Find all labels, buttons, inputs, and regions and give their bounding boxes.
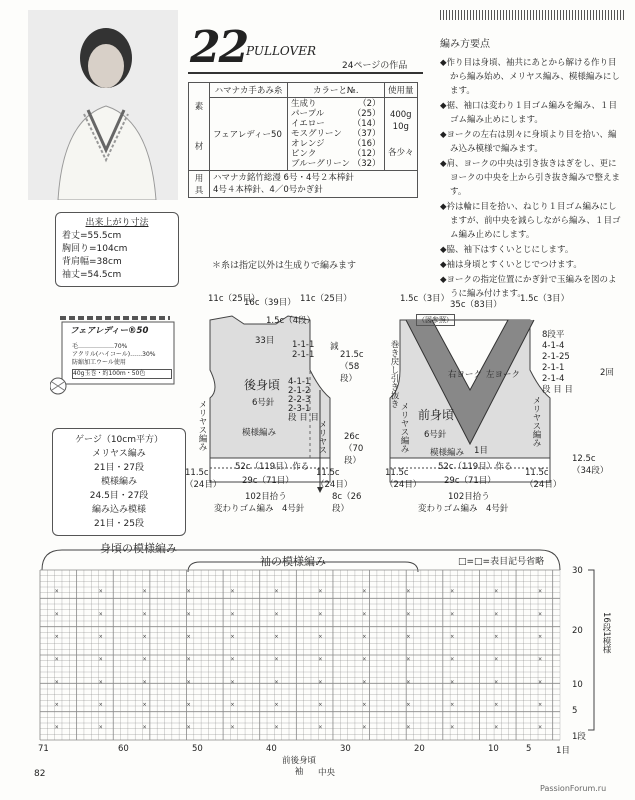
size-box: 出来上がり寸法 着丈=55.5cm 胸回り=104cm 背肩幅=38cm 袖丈=54.5cm xyxy=(55,212,179,287)
svg-text:×: × xyxy=(318,611,323,618)
svg-text:×: × xyxy=(98,702,103,708)
label-brand: フェアレディー®50 xyxy=(70,326,149,336)
svg-text:×: × xyxy=(494,634,499,640)
back-title: 後身頃 xyxy=(244,378,281,392)
svg-text:×: × xyxy=(54,611,59,618)
x-tick: 60 xyxy=(118,744,129,754)
svg-text:×: × xyxy=(54,588,59,595)
color-item: オレンジ （16） xyxy=(291,139,381,149)
svg-text:×: × xyxy=(450,634,455,640)
instruction-step: ◆袖は身頃とすくいとじでつけます。 xyxy=(440,260,582,270)
svg-text:×: × xyxy=(186,724,191,731)
svg-text:×: × xyxy=(362,702,367,708)
color-item: ブルーグリーン （32） xyxy=(291,159,381,169)
instruction-step: ◆裾、袖口は変わり１目ゴム編みを編み、１目ゴム編み止めにします。 xyxy=(440,101,618,125)
svg-text:×: × xyxy=(494,656,499,663)
svg-text:×: × xyxy=(538,611,543,618)
svg-text:×: × xyxy=(274,611,279,618)
svg-text:×: × xyxy=(406,702,411,708)
svg-text:×: × xyxy=(318,702,323,708)
svg-text:×: × xyxy=(142,724,147,731)
svg-text:×: × xyxy=(362,611,367,618)
svg-text:×: × xyxy=(186,634,191,640)
svg-text:×: × xyxy=(186,656,191,663)
svg-text:×: × xyxy=(274,724,279,731)
svg-text:×: × xyxy=(318,634,323,640)
front-neck-dec: 8段平 4-1-4 2-1-25 2-1-1 2-1-4 段 目 目 xyxy=(542,330,573,395)
svg-text:×: × xyxy=(230,679,235,686)
svg-text:×: × xyxy=(362,724,367,731)
svg-text:×: × xyxy=(186,679,191,686)
svg-text:×: × xyxy=(318,724,323,731)
x-tick: 20 xyxy=(414,744,425,754)
y-tick: 1段 xyxy=(572,732,586,742)
svg-text:×: × xyxy=(406,679,411,686)
color-header: カラーと№. xyxy=(288,83,385,98)
gauge-box: ゲージ（10cm平方） メリヤス編み 21目・27段 模様編み 24.5目・27段 編み込み模様 21目・25段 xyxy=(52,428,186,536)
svg-text:×: × xyxy=(54,634,59,640)
yarn-header: ハマナカ手あみ糸 xyxy=(210,83,288,98)
svg-text:×: × xyxy=(142,611,147,618)
svg-text:×: × xyxy=(406,634,411,640)
svg-text:×: × xyxy=(450,656,455,663)
svg-text:×: × xyxy=(274,656,279,663)
svg-text:×: × xyxy=(274,634,279,640)
tools-label: 用 具 xyxy=(189,171,210,198)
svg-text:×: × xyxy=(362,679,367,686)
page-number: 82 xyxy=(34,769,46,779)
svg-text:×: × xyxy=(538,679,543,686)
svg-text:×: × xyxy=(186,588,191,595)
svg-text:×: × xyxy=(450,588,455,595)
svg-text:×: × xyxy=(98,679,103,686)
svg-text:×: × xyxy=(54,702,59,708)
x-tick: 30 xyxy=(340,744,351,754)
svg-text:×: × xyxy=(362,634,367,640)
x-tick: 10 xyxy=(488,744,499,754)
svg-text:×: × xyxy=(538,588,543,595)
svg-text:×: × xyxy=(230,634,235,640)
materials-table xyxy=(188,82,418,198)
color-item: 生成り （2） xyxy=(291,99,381,109)
svg-text:×: × xyxy=(98,588,103,595)
x-tick: 1目 xyxy=(556,746,570,756)
color-item: モスグリーン （37） xyxy=(291,129,381,139)
svg-text:×: × xyxy=(538,724,543,731)
header-stripes xyxy=(440,10,626,20)
color-item: ピンク （12） xyxy=(291,149,381,159)
svg-text:×: × xyxy=(494,611,499,618)
x-tick: 5 xyxy=(526,744,532,754)
svg-text:×: × xyxy=(406,588,411,595)
sleeve-chart-title: 袖の模様編み xyxy=(260,555,326,568)
x-tick: 50 xyxy=(192,744,203,754)
svg-text:×: × xyxy=(230,656,235,663)
tools-text: ハマナカ銘竹総漫 6号・4号２本棒針 4号４本棒針、4／0号かぎ針 xyxy=(210,171,418,198)
svg-text:×: × xyxy=(538,702,543,708)
chart-grid xyxy=(40,570,560,740)
svg-text:×: × xyxy=(186,702,191,708)
svg-text:×: × xyxy=(274,588,279,595)
svg-text:×: × xyxy=(54,679,59,686)
svg-text:×: × xyxy=(362,588,367,595)
materials-label: 素 材 xyxy=(189,83,210,171)
svg-text:×: × xyxy=(186,611,191,618)
svg-text:×: × xyxy=(230,724,235,731)
y-tick: 20 xyxy=(572,626,583,636)
svg-text:×: × xyxy=(494,679,499,686)
svg-text:×: × xyxy=(54,656,59,663)
svg-text:×: × xyxy=(450,724,455,731)
color-item: パープル （25） xyxy=(291,109,381,119)
page-reference: 24ページの作品 xyxy=(342,61,408,71)
instruction-step: ◆作り目は身頃、袖共にあとから解ける作り目から編み始め、メリヤス編み、模様編みにします。 xyxy=(440,58,620,96)
label-details: 毛………………70% アクリル(ハイコール)……30% 防縮加工ウール使用 40g玉巻・約100m・50色 xyxy=(72,343,172,379)
back-shoulder-dec: 4-1-1 2-1-2 2-2-3 2-3-1 段 目 目 xyxy=(288,377,319,423)
y-tick: 5 xyxy=(572,706,578,716)
svg-text:×: × xyxy=(142,656,147,663)
svg-text:×: × xyxy=(274,702,279,708)
svg-text:×: × xyxy=(494,588,499,595)
yarn-name: フェアレディー50 xyxy=(210,98,288,171)
svg-text:×: × xyxy=(318,588,323,595)
instruction-step: ◆ヨークの指定位置にかぎ針で玉編みを図のように編み付けます。 xyxy=(440,275,617,299)
svg-text:×: × xyxy=(450,702,455,708)
x-tick: 40 xyxy=(266,744,277,754)
chart-legend: □=□=表目記号省略 xyxy=(458,557,545,567)
yarn-note: ＊糸は指定以外は生成りで編みます xyxy=(212,261,357,271)
svg-text:×: × xyxy=(450,611,455,618)
svg-text:×: × xyxy=(406,724,411,731)
svg-text:×: × xyxy=(318,656,323,663)
svg-text:×: × xyxy=(98,634,103,640)
instruction-step: ◆肩、ヨークの中央は引き抜きはぎをし、更にヨークの中央を上から引き抜き編みで整えます。 xyxy=(440,159,621,197)
svg-text:×: × xyxy=(142,588,147,595)
svg-text:×: × xyxy=(230,588,235,595)
y-tick: 10 xyxy=(572,680,583,690)
svg-text:×: × xyxy=(142,634,147,640)
color-item: イエロー （14） xyxy=(291,119,381,129)
front-title: 前身頃 xyxy=(418,408,455,422)
instructions xyxy=(440,38,625,302)
color-list xyxy=(288,98,385,171)
svg-text:×: × xyxy=(406,611,411,618)
svg-text:×: × xyxy=(274,679,279,686)
pattern-name: PULLOVER xyxy=(246,44,317,58)
repeat-label: 16段1模様 xyxy=(601,612,611,654)
svg-text:×: × xyxy=(98,611,103,618)
amount-list: 400g 10g 各少々 xyxy=(384,98,417,171)
svg-text:×: × xyxy=(230,702,235,708)
instruction-step: ◆衿は輪に目を拾い、ねじり１目ゴム編みにしますが、前中央を減らしながら編み、１目ゴム編み止めにします。 xyxy=(440,202,621,240)
svg-text:×: × xyxy=(142,679,147,686)
svg-text:×: × xyxy=(538,634,543,640)
title-rule xyxy=(188,70,423,76)
pattern-number: 22 xyxy=(190,22,248,73)
svg-text:×: × xyxy=(494,702,499,708)
svg-text:×: × xyxy=(362,656,367,663)
svg-text:×: × xyxy=(450,679,455,686)
instructions-heading: 編み方要点 xyxy=(440,39,490,50)
svg-text:×: × xyxy=(406,656,411,663)
svg-text:×: × xyxy=(494,724,499,731)
knitting-chart xyxy=(0,540,635,800)
svg-text:×: × xyxy=(98,724,103,731)
svg-text:×: × xyxy=(54,724,59,731)
svg-text:×: × xyxy=(230,611,235,618)
instruction-step: ◆脇、袖下はすくいとじにします。 xyxy=(440,245,574,255)
amount-header: 使用量 xyxy=(384,83,417,98)
x-tick: 71 xyxy=(38,744,49,754)
svg-text:×: × xyxy=(538,656,543,663)
center-label: 前後身頃 袖 xyxy=(282,756,317,777)
svg-text:×: × xyxy=(142,702,147,708)
svg-text:×: × xyxy=(318,679,323,686)
y-tick: 30 xyxy=(572,566,583,576)
svg-text:×: × xyxy=(98,656,103,663)
instruction-step: ◆ヨークの左右は別々に身頃より目を拾い、編み込み模様で編みます。 xyxy=(440,130,617,154)
body-chart-title: 身頃の模様編み xyxy=(100,542,177,555)
watermark: PassionForum.ru xyxy=(540,784,607,793)
model-photo xyxy=(28,10,178,200)
